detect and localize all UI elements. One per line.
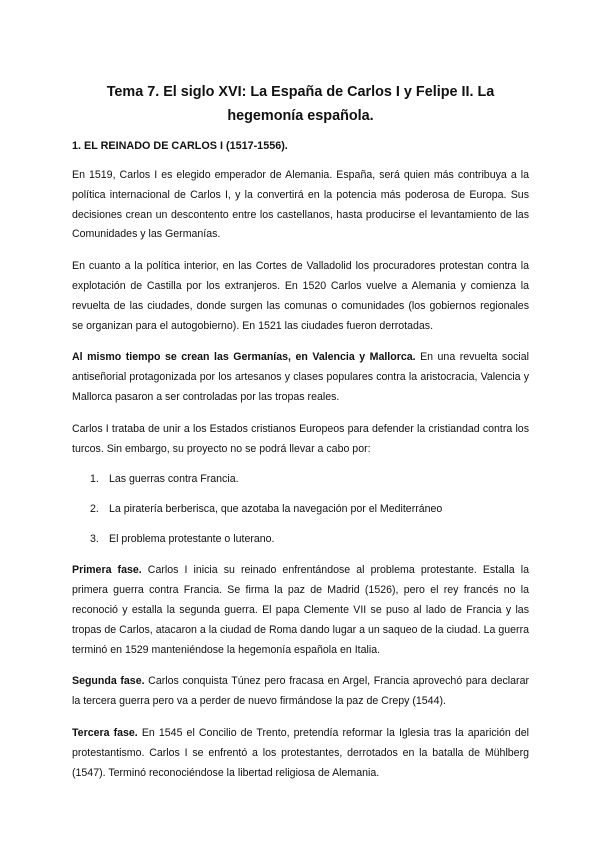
paragraph-2: En cuanto a la política interior, en las Cortes de Valladolid los procuradores protestan contra la explotación de Castilla por los extranjeros. En 1520 Carlos vuelve a Alemania y comienza la revuelta de las ciudades, donde surgen las comunas o comunidades (los gobiernos regionales se organizan para el autogobierno). En 1521 las ciudades fueron derrotadas.: [72, 260, 529, 332]
list-item-number: 3.: [90, 533, 99, 546]
list-item-text: La piratería berberisca, que azotaba la navegación por el Mediterráneo: [109, 503, 443, 516]
list-item-text: Las guerras contra Francia.: [109, 473, 239, 486]
paragraph-3-body: En una revuelta social antiseñorial protagonizada por los artesanos y clases populares contra la aristocracia, Valencia y Mallorca pasaron a ser controladas por las tropas reales.: [72, 351, 529, 403]
primera-fase-body: Carlos I inicia su reinado enfrentándose al problema protestante. Estalla la primera guerra contra Francia. Se firma la paz de Madrid (1526), pero el rey francés no la reconoció y estalla la segunda guerra. El papa Clemente VII se puso al lado de Francia y las tropas de Carlos, atacaron a la ciudad de Roma dando lugar a un saqueo de la ciudad. La guerra terminó en 1529 manteniéndose la hegemonía española en Italia.: [72, 564, 529, 656]
tercera-fase-label: Tercera fase.: [72, 726, 138, 739]
paragraph-4: Carlos I trataba de unir a los Estados cristianos Europeos para defender la cristiandad contra los turcos. Sin embargo, su proyecto no se podrá llevar a cabo por:: [72, 422, 529, 455]
list-item: [72, 501, 529, 517]
paragraph-tercera-fase: [72, 724, 529, 783]
segunda-fase-body: Carlos conquista Túnez pero fracasa en Argel, Francia aprovechó para declarar la tercera guerra pero va a perder de nuevo firmándose la paz de Crepy (1544).: [72, 675, 529, 708]
list-item: [72, 471, 529, 487]
list-item: [72, 531, 529, 547]
paragraph-segunda-fase: [72, 672, 529, 712]
page-title: Tema 7. El siglo XVI: La España de Carlos I y Felipe II. La hegemonía española.: [106, 84, 495, 124]
segunda-fase-label: Segunda fase.: [72, 675, 145, 688]
paragraph-1: En 1519, Carlos I es elegido emperador de Alemania. España, será quien más contribuya a la política internacional de Carlos I, y la convertirá en la potencia más poderosa de Europa. Sus decisiones crean un descontento entre los castellanos, hasta producirse el levantamiento de las Comunidades y las Germanías.: [72, 169, 529, 241]
list-item-text: El problema protestante o luterano.: [109, 533, 275, 546]
tercera-fase-body: En 1545 el Concilio de Trento, pretendía reformar la Iglesia tras la aparición del protestantismo. Carlos I se enfrentó a los protestantes, derrotados en la batalla de Mühlberg (1547). Terminó reconociéndose la libertad religiosa de Alemania.: [72, 726, 529, 779]
paragraph-3-lead: Al mismo tiempo se crean las Germanías, en Valencia y Mallorca.: [72, 351, 416, 364]
list-item-number: 2.: [90, 503, 99, 516]
paragraph-3: [72, 348, 529, 407]
paragraph-primera-fase: [72, 561, 529, 660]
numbered-list: [72, 471, 529, 547]
list-item-number: 1.: [90, 473, 99, 486]
primera-fase-label: Primera fase.: [72, 564, 142, 577]
section-heading: 1. EL REINADO DE CARLOS I (1517-1556).: [72, 140, 288, 152]
